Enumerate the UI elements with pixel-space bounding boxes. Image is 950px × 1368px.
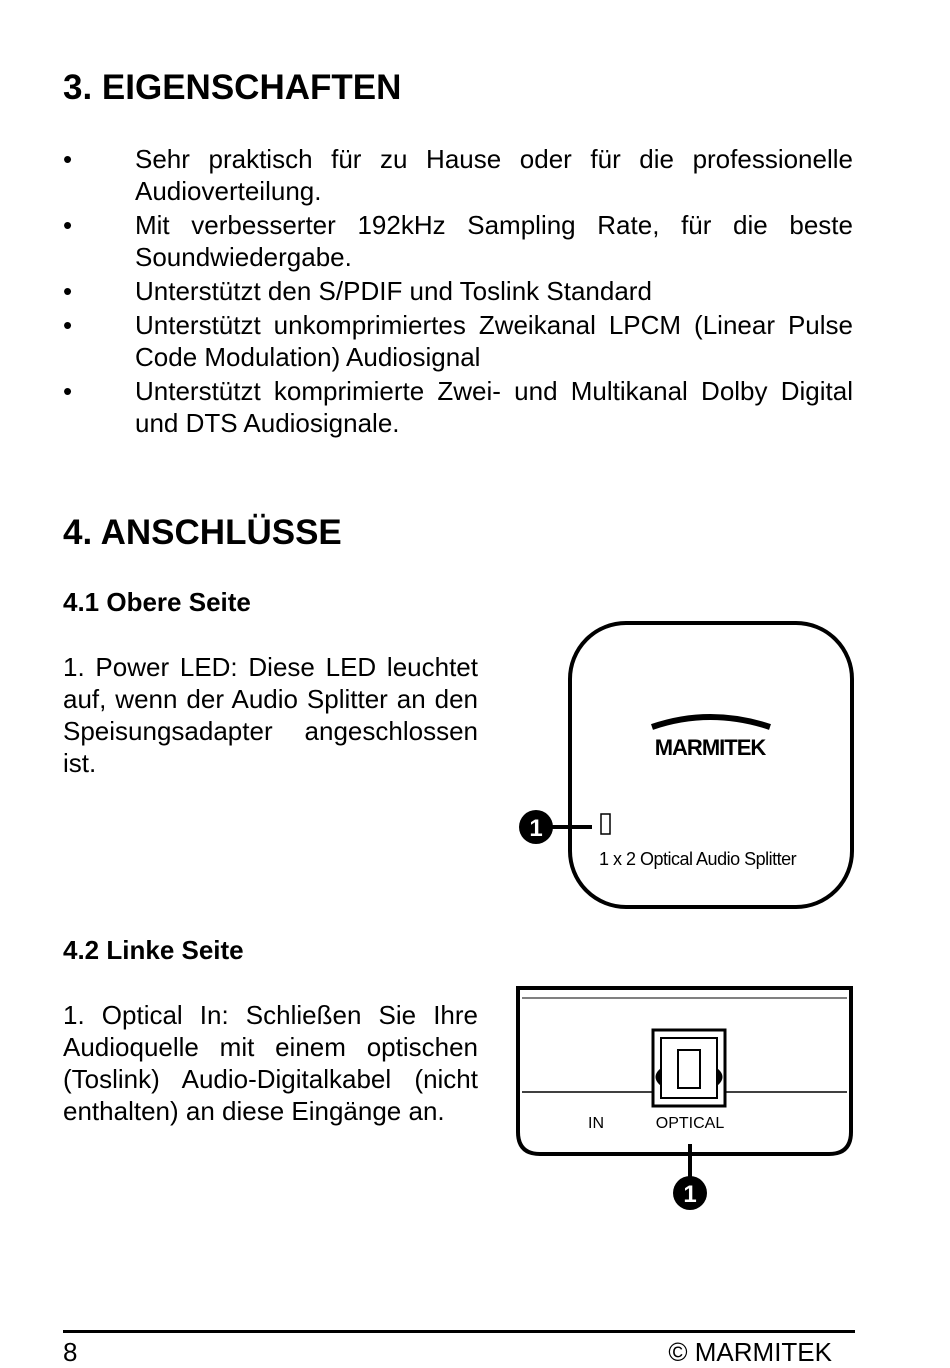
list-item: • Unterstützt unkomprimiertes Zweikanal LPCM (Linear Pulse Code Modulation) Audiosignal	[63, 310, 853, 372]
subsection-4-1-heading: 4.1 Obere Seite	[63, 587, 251, 617]
list-item: • Mit verbesserter 192kHz Sampling Rate, für die beste Soundwiedergabe.	[63, 210, 853, 272]
optical-port-icon	[678, 1050, 700, 1088]
top-view-figure	[510, 615, 860, 915]
bullet-icon: •	[63, 376, 73, 406]
bullet-icon: •	[63, 276, 73, 306]
callout-number: 1	[683, 1181, 697, 1208]
bullet-icon: •	[63, 310, 73, 340]
port-notch-left	[657, 1070, 661, 1084]
features-list	[63, 143, 853, 441]
power-led-description: 1. Power LED: Diese LED leuchtet auf, wenn der Audio Splitter an den Speisungsadapter angeschlossen ist.	[63, 652, 478, 778]
side-view-figure	[510, 982, 860, 1217]
optical-in-description: 1. Optical In: Schließen Sie Ihre Audioquelle mit einem optischen (Toslink) Audio-Digitalkabel (nicht enthalten) an diese Eingänge an.	[63, 1000, 478, 1126]
bullet-icon: •	[63, 210, 73, 240]
optical-label: OPTICAL	[655, 1115, 725, 1132]
footer-rule	[63, 1330, 855, 1333]
marmitek-logo: MARMITEK	[654, 735, 766, 760]
section-3-heading: 3. EIGENSCHAFTEN	[63, 68, 402, 107]
list-item: • Unterstützt den S/PDIF und Toslink Standard	[63, 276, 652, 306]
in-label: IN	[588, 1115, 604, 1132]
bullet-icon: •	[63, 144, 73, 174]
copyright: © MARMITEK	[668, 1337, 832, 1367]
port-notch-right	[717, 1070, 721, 1084]
product-label: 1 x 2 Optical Audio Splitter	[599, 849, 797, 869]
list-item: • Sehr praktisch für zu Hause oder für die professionelle Audioverteilung.	[63, 144, 853, 206]
callout-number: 1	[529, 815, 543, 842]
subsection-4-2-heading: 4.2 Linke Seite	[63, 935, 244, 965]
page-number: 8	[63, 1337, 78, 1367]
list-item: • Unterstützt komprimierte Zwei- und Multikanal Dolby Digital und DTS Audiosignale.	[63, 376, 853, 438]
section-4-heading: 4. ANSCHLÜSSE	[63, 513, 342, 552]
